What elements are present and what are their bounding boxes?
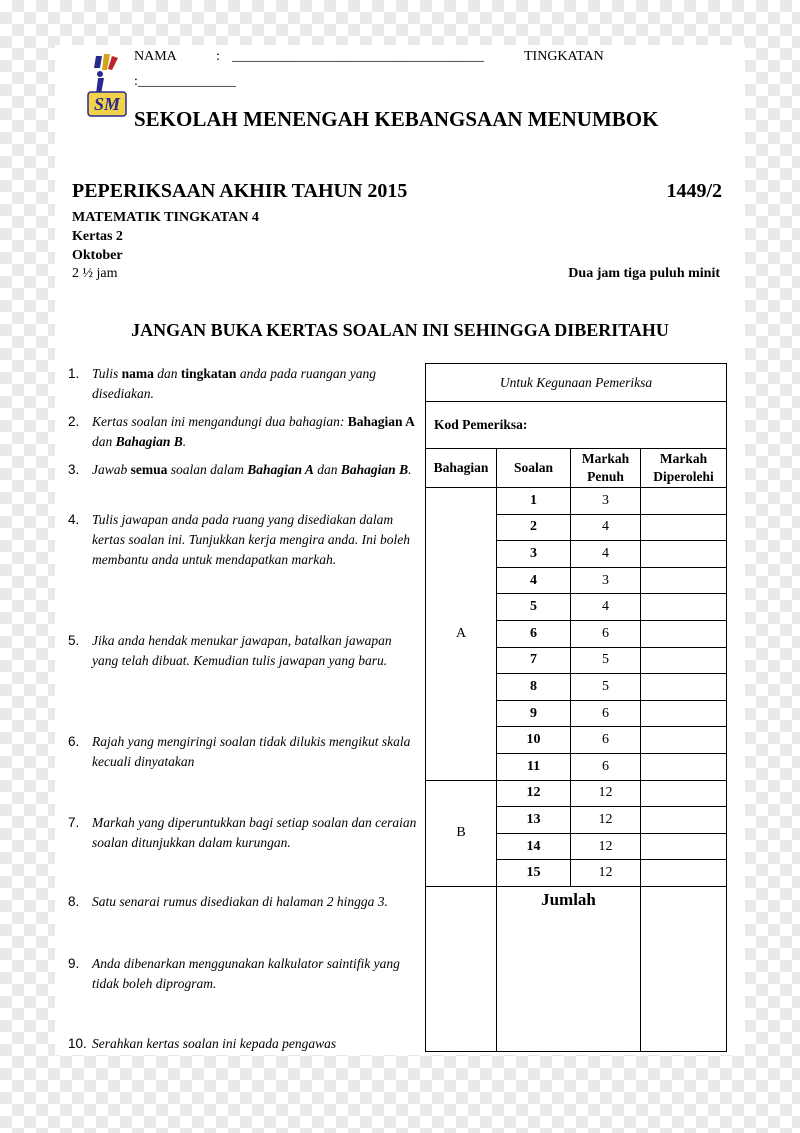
full-marks: 4 (571, 514, 641, 541)
question-number: 14 (497, 833, 571, 860)
marks-obtained-cell[interactable] (641, 674, 727, 701)
instruction-segment: dan (153, 366, 181, 381)
full-marks: 6 (571, 753, 641, 780)
question-number: 13 (497, 807, 571, 834)
marks-obtained-cell[interactable] (641, 860, 727, 887)
marks-obtained-cell[interactable] (641, 753, 727, 780)
instruction-segment: . (182, 434, 187, 449)
col-header-bahagian: Bahagian (426, 449, 497, 488)
col-header-markah-diperolehi: Markah Diperolehi (641, 449, 727, 488)
instruction-segment: Tulis (92, 366, 122, 381)
instruction-segment: . (408, 462, 412, 477)
total-label: Jumlah (541, 889, 596, 909)
marks-obtained-cell[interactable] (641, 780, 727, 807)
full-marks: 5 (571, 674, 641, 701)
marks-obtained-cell[interactable] (641, 700, 727, 727)
marks-obtained-cell[interactable] (641, 514, 727, 541)
marks-obtained-cell[interactable] (641, 727, 727, 754)
instruction-text (92, 631, 417, 671)
marks-obtained-cell[interactable] (641, 807, 727, 834)
examiner-code-label: Kod Pemeriksa: (426, 402, 727, 449)
duration-words: Dua jam tiga puluh minit (568, 266, 720, 281)
tingkatan-label: TINGKATAN (524, 49, 604, 64)
instruction-emphasis: Bahagian B (340, 462, 409, 477)
instruction-number: 10. (68, 1036, 87, 1051)
nama-label: NAMA (134, 49, 177, 64)
instruction-number: 4. (68, 512, 80, 527)
school-name: SEKOLAH MENENGAH KEBANGSAAN MENUMBOK (134, 107, 659, 131)
question-number: 10 (497, 727, 571, 754)
instruction-number: 8. (68, 894, 80, 909)
question-number: 3 (497, 541, 571, 568)
full-marks: 12 (571, 780, 641, 807)
instruction-segment: Rajah yang mengiringi soalan tidak dilukis mengikut skala kecuali dinyatakan (92, 734, 411, 769)
marks-obtained-cell[interactable] (641, 488, 727, 515)
instruction-number: 6. (68, 734, 80, 749)
marks-obtained-cell[interactable] (641, 594, 727, 621)
nama-line[interactable]: ____________________________________ (232, 49, 484, 64)
total-row (426, 886, 727, 1051)
full-marks: 3 (571, 488, 641, 515)
question-number: 12 (497, 780, 571, 807)
marks-obtained-cell[interactable] (641, 541, 727, 568)
instruction-segment: dan (313, 462, 341, 477)
instruction-text (92, 460, 417, 480)
instruction-segment: Jawab (92, 462, 131, 477)
question-number: 2 (497, 514, 571, 541)
instruction-text (92, 954, 417, 994)
table-row (426, 780, 727, 807)
full-marks: 12 (571, 807, 641, 834)
question-number: 5 (497, 594, 571, 621)
duration: 2 ½ jam (72, 266, 118, 281)
instruction-segment: Tulis jawapan anda pada ruang yang disediakan dalam kertas soalan ini. Tunjukkan kerja mengira anda. Ini boleh membantu anda untuk mendapatkan markah. (92, 512, 410, 567)
instruction-number: 2. (68, 414, 80, 429)
exam-code: 1449/2 (666, 180, 722, 202)
instruction-text (92, 1034, 417, 1054)
total-label-cell (497, 886, 641, 1051)
instruction-number: 3. (68, 462, 80, 477)
instruction-segment: Kertas soalan ini mengandungi dua bahagian: (92, 414, 348, 429)
instruction-emphasis: nama (121, 366, 154, 381)
marks-obtained-cell[interactable] (641, 833, 727, 860)
full-marks: 4 (571, 594, 641, 621)
full-marks: 6 (571, 620, 641, 647)
exam-title: PEPERIKSAAN AKHIR TAHUN 2015 (72, 180, 408, 202)
question-number: 15 (497, 860, 571, 887)
marks-obtained-cell[interactable] (641, 567, 727, 594)
instruction-text (92, 732, 417, 772)
instruction-number: 9. (68, 956, 80, 971)
paper-number: Kertas 2 (72, 229, 123, 244)
full-marks: 12 (571, 860, 641, 887)
instruction-emphasis: Bahagian A (347, 414, 415, 429)
instruction-number: 1. (68, 366, 80, 381)
instruction-segment: Satu senarai rumus disediakan di halaman 2 hingga 3. (92, 894, 388, 909)
instruction-emphasis: Bahagian B (115, 434, 183, 449)
question-number: 1 (497, 488, 571, 515)
instruction-segment: anda pada ruangan yang disediakan. (92, 366, 376, 401)
tingkatan-line[interactable]: :______________ (134, 74, 236, 89)
marks-obtained-cell[interactable] (641, 620, 727, 647)
instruction-segment: Anda dibenarkan menggunakan kalkulator saintifik yang tidak boleh diprogram. (92, 956, 400, 991)
question-number: 11 (497, 753, 571, 780)
question-number: 8 (497, 674, 571, 701)
logo-text: SM (93, 94, 121, 114)
table-row (426, 488, 727, 515)
full-marks: 4 (571, 541, 641, 568)
total-blank-cell (426, 886, 497, 1051)
full-marks: 6 (571, 700, 641, 727)
full-marks: 6 (571, 727, 641, 754)
instruction-segment: soalan dalam (167, 462, 248, 477)
nama-colon: : (216, 49, 220, 64)
section-label: B (426, 780, 497, 886)
col-header-markah-penuh: Markah Penuh (571, 449, 641, 488)
instruction-segment: dan (92, 434, 116, 449)
instruction-segment: Jika anda hendak menukar jawapan, batalkan jawapan yang telah dibuat. Kemudian tulis jawapan yang baru. (92, 633, 392, 668)
total-marks-cell[interactable] (641, 886, 727, 1051)
warning-heading: JANGAN BUKA KERTAS SOALAN INI SEHINGGA DIBERITAHU (131, 320, 669, 340)
instruction-text (92, 510, 417, 570)
school-logo (86, 52, 128, 118)
full-marks: 12 (571, 833, 641, 860)
examiner-table (425, 363, 727, 1052)
question-number: 6 (497, 620, 571, 647)
question-number: 7 (497, 647, 571, 674)
instruction-text (92, 892, 417, 912)
table-heading: Untuk Kegunaan Pemeriksa (426, 364, 727, 402)
instruction-text (92, 364, 417, 404)
question-number: 9 (497, 700, 571, 727)
marks-obtained-cell[interactable] (641, 647, 727, 674)
exam-month: Oktober (72, 248, 123, 263)
instruction-segment: Markah yang diperuntukkan bagi setiap soalan dan ceraian soalan ditunjukkan dalam kurungan. (92, 815, 417, 850)
instruction-text (92, 813, 417, 853)
instruction-emphasis: semua (130, 462, 168, 477)
instruction-text (92, 412, 417, 452)
subject: MATEMATIK TINGKATAN 4 (72, 210, 259, 225)
col-header-soalan: Soalan (497, 449, 571, 488)
instruction-emphasis: Bahagian A (247, 462, 314, 477)
instruction-segment: Serahkan kertas soalan ini kepada pengawas (92, 1036, 337, 1051)
question-number: 4 (497, 567, 571, 594)
instruction-number: 5. (68, 633, 80, 648)
full-marks: 3 (571, 567, 641, 594)
full-marks: 5 (571, 647, 641, 674)
instruction-number: 7. (68, 815, 80, 830)
section-label: A (426, 488, 497, 781)
instruction-emphasis: tingkatan (180, 366, 237, 381)
